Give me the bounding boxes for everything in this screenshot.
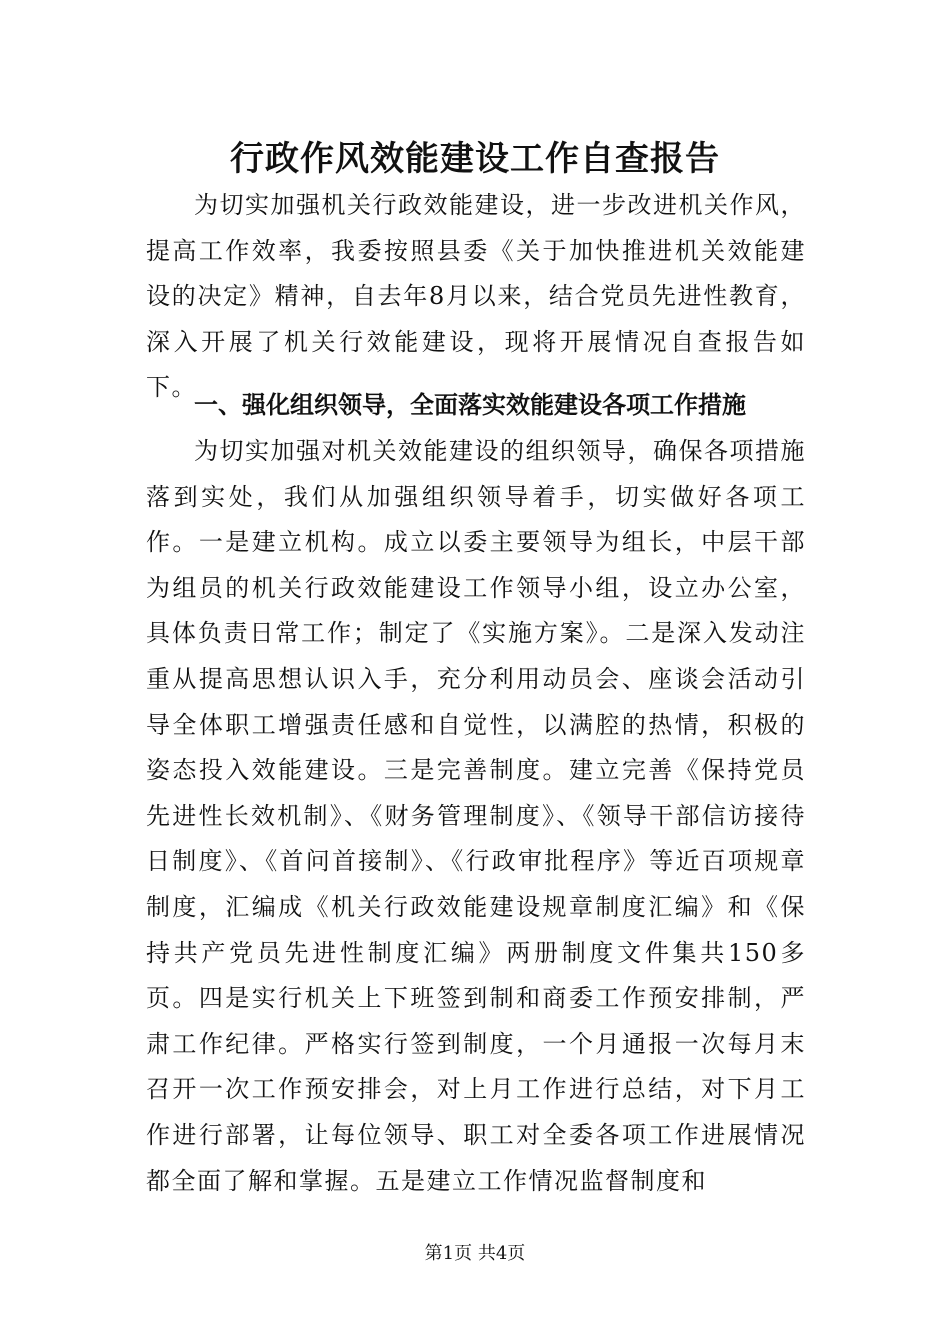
page-number: 第1页 共4页: [424, 1243, 526, 1264]
intro-paragraph: 为切实加强机关行政效能建设，进一步改进机关作风，提高工作效率，我委按照县委《关于加快推进机关效能建设的决定》精神，自去年8月以来，结合党员先进性教育，深入开展了机关行效能建设，现将开展情况自查报告如下。: [146, 191, 806, 402]
section-heading: 一、强化组织领导，全面落实效能建设各项工作措施: [194, 391, 746, 419]
document-title: 行政作风效能建设工作自查报告: [230, 139, 720, 179]
body-paragraph: 为切实加强对机关效能建设的组织领导，确保各项措施落到实处，我们从加强组织领导着手，切实做好各项工作。一是建立机构。成立以委主要领导为组长，中层干部为组员的机关行政效能建设工作领导小组，设立办公室，具体负责日常工作；制定了《实施方案》。二是深入发动注重从提高思想认识入手，充分利用动员会、座谈会活动引导全体职工增强责任感和自觉性，以满腔的热情，积极的姿态投入效能建设。三是完善制度。建立完善《保持党员先进性长效机制》、《财务管理制度》、《领导干部信访接待日制度》、《首问首接制》、《行政审批程序》等近百项规章制度，汇编成《机关行政效能建设规章制度汇编》和《保持共产党员先进性制度汇编》两册制度文件集共150多页。四是实行机关上下班签到制和商委工作预安排制，严肃工作纪律。严格实行签到制度，一个月通报一次每月末召开一次工作预安排会，对上月工作进行总结，对下月工作进行部署，让每位领导、职工对全委各项工作进展情况都全面了解和掌握。五是建立工作情况监督制度和: [146, 437, 806, 1195]
